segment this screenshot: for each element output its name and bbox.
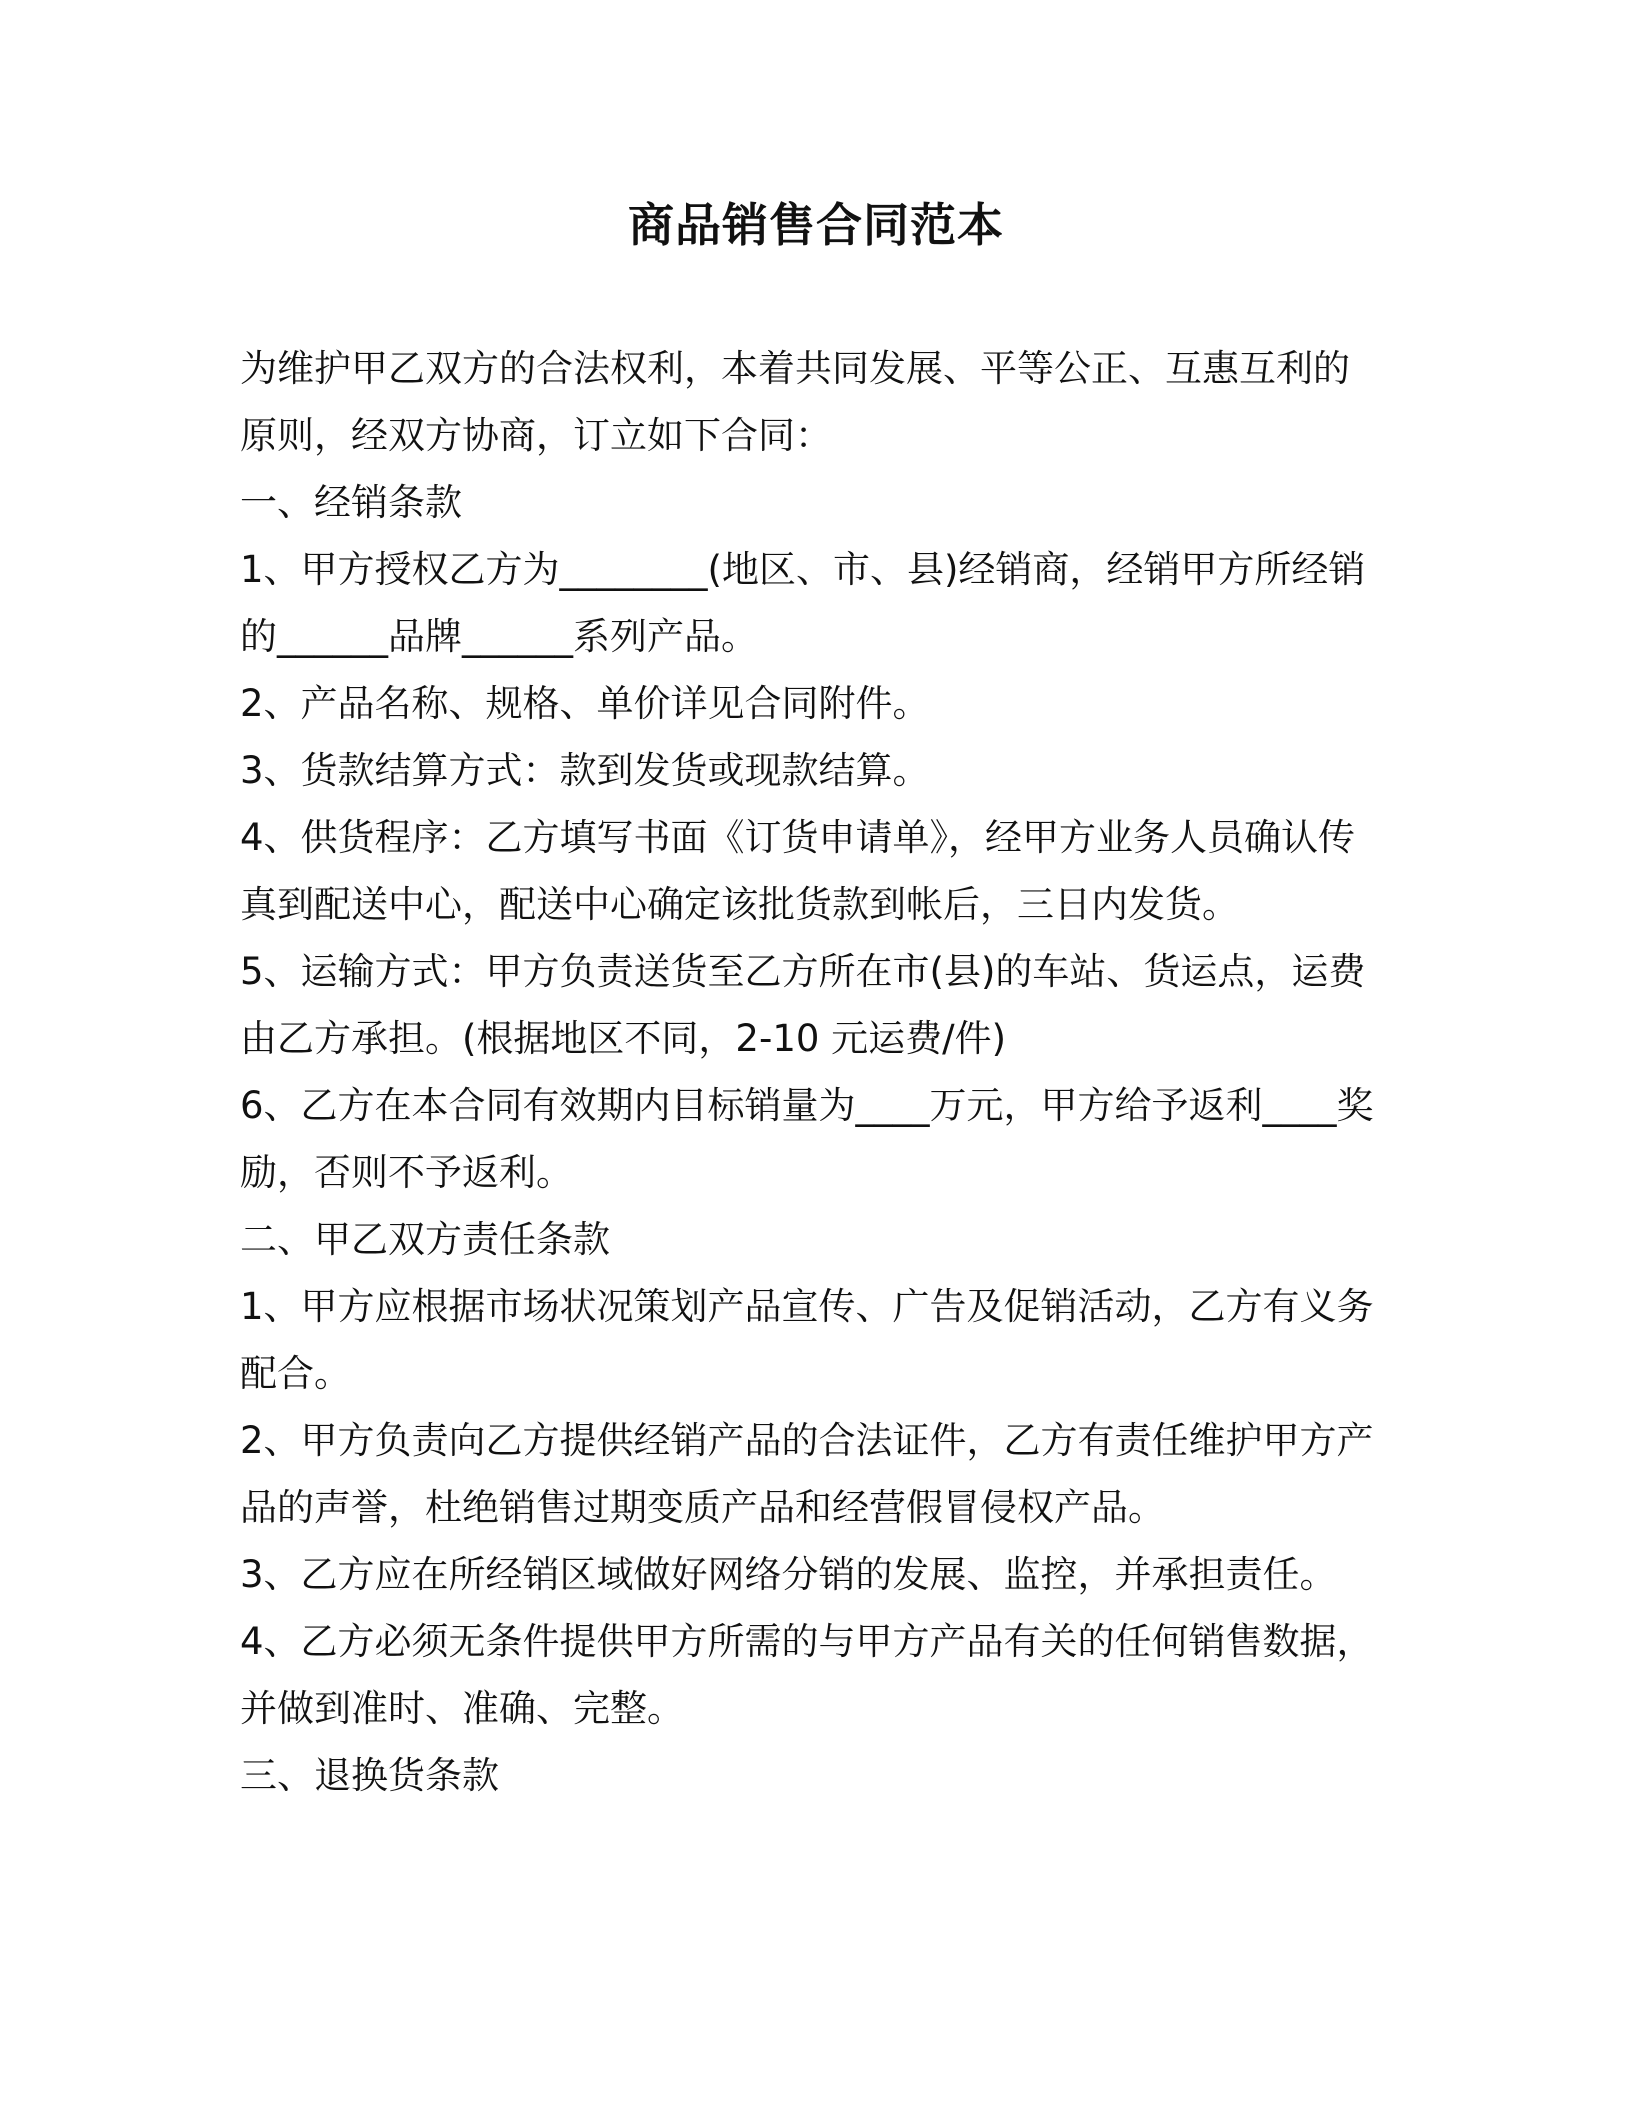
clause-1-authorization: 1、甲方授权乙方为________(地区、市、县)经销商，经销甲方所经销的______品牌______系列产品。 xyxy=(240,548,1366,658)
section-heading-distribution: 一、经销条款 xyxy=(240,481,462,524)
clause-6-sales-target: 6、乙方在本合同有效期内目标销量为____万元，甲方给予返利____奖励，否则不予返利。 xyxy=(240,1084,1374,1194)
clause-3-payment-method: 3、货款结算方式：款到发货或现款结算。 xyxy=(240,749,930,792)
intro-paragraph: 为维护甲乙双方的合法权利，本着共同发展、平等公正、互惠互利的原则，经双方协商，订立如下合同： xyxy=(240,347,1350,457)
page-title: 商品销售合同范本 xyxy=(628,198,1004,252)
clause-4-supply-procedure: 4、供货程序：乙方填写书面《订货申请单》，经甲方业务人员确认传真到配送中心，配送中心确定该批货款到帐后，三日内发货。 xyxy=(240,816,1356,926)
responsibility-2-certificates: 2、甲方负责向乙方提供经销产品的合法证件，乙方有责任维护甲方产品的声誉，杜绝销售过期变质产品和经营假冒侵权产品。 xyxy=(240,1419,1374,1529)
clause-5-transport-method: 5、运输方式：甲方负责送货至乙方所在市(县)的车站、货运点，运费由乙方承担。(根据地区不同，2-10 元运费/件) xyxy=(240,950,1366,1060)
section-heading-responsibilities: 二、甲乙双方责任条款 xyxy=(240,1218,610,1261)
responsibility-3-distribution-network: 3、乙方应在所经销区域做好网络分销的发展、监控，并承担责任。 xyxy=(240,1553,1337,1596)
contract-body xyxy=(240,335,1380,1809)
section-heading-returns: 三、退换货条款 xyxy=(240,1754,499,1797)
clause-2-product-details: 2、产品名称、规格、单价详见合同附件。 xyxy=(240,682,930,725)
responsibility-4-sales-data: 4、乙方必须无条件提供甲方所需的与甲方产品有关的任何销售数据，并做到准时、准确、完整。 xyxy=(240,1620,1374,1730)
responsibility-1-marketing: 1、甲方应根据市场状况策划产品宣传、广告及促销活动，乙方有义务配合。 xyxy=(240,1285,1374,1395)
